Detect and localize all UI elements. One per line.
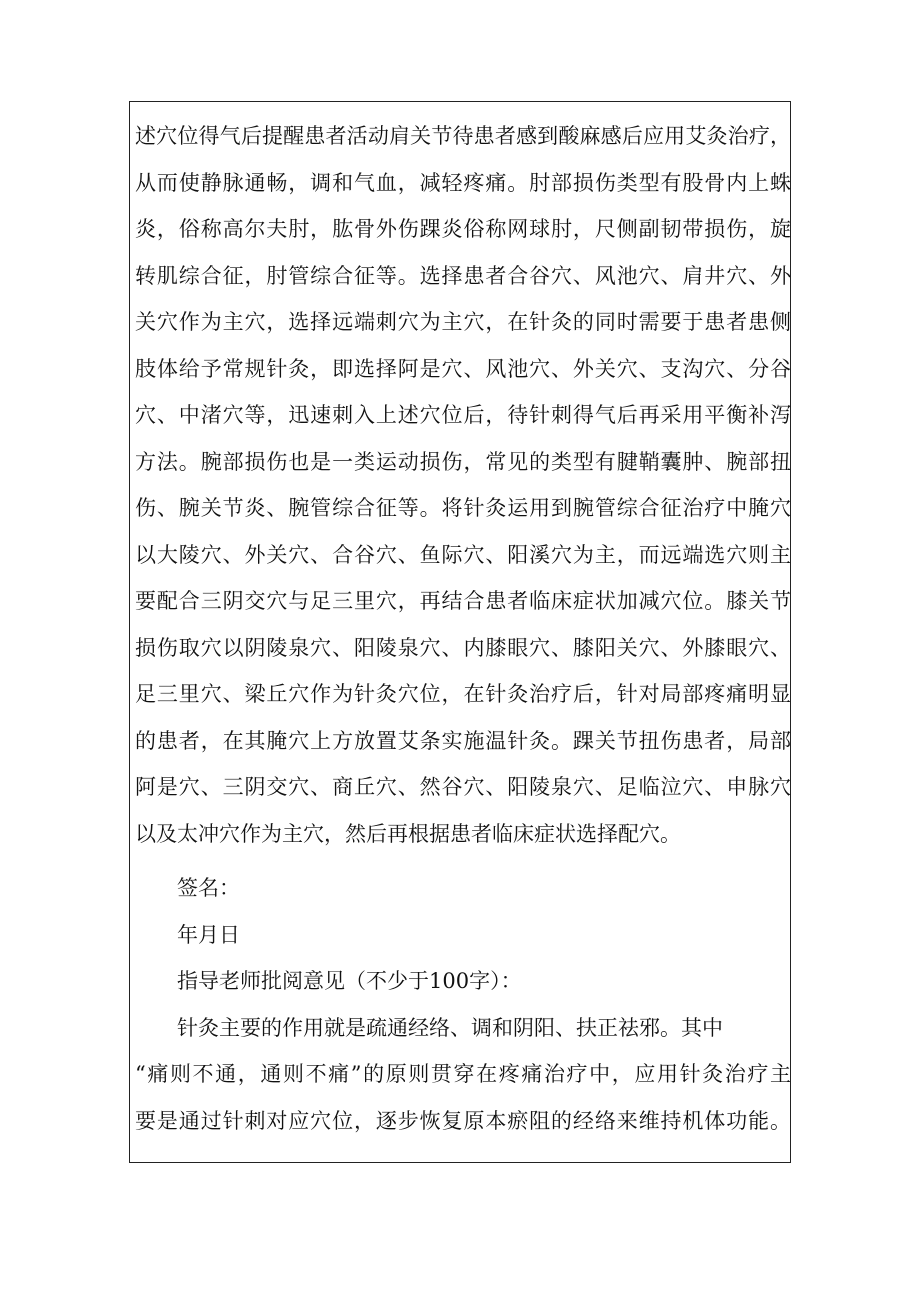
review-heading: 指导老师批阅意见（不少于100字）：: [177, 969, 522, 993]
document-body: [135, 113, 791, 1144]
signature-label: 签名：: [177, 876, 240, 900]
body-line: 肢体给予常规针灸，即选择阿是穴、风池穴、外关穴、支沟穴、分谷: [135, 356, 791, 381]
body-line: 伤、腕关节炎、腕管综合征等。将针灸运用到腕管综合征治疗中腌穴: [135, 496, 791, 520]
body-line: 足三里穴、梁丘穴作为针灸穴位，在针灸治疗后，针对局部疼痛明显: [135, 682, 791, 706]
review-line: 要是通过针刺对应穴位，逐步恢复原本瘀阻的经络来维持机体功能。: [135, 1108, 791, 1133]
body-line: 穴、中渚穴等，迅速刺入上述穴位后，待针刺得气后再采用平衡补泻: [135, 403, 791, 427]
body-line: 的患者，在其腌穴上方放置艾条实施温针灸。踝关节扭伤患者，局部: [135, 728, 791, 753]
body-line: 述穴位得气后提醒患者活动肩关节待患者感到酸麻感后应用艾灸治疗，: [135, 124, 791, 148]
body-line: 方法。腕部损伤也是一类运动损伤，常见的类型有腱鞘囊肿、腕部扭: [135, 449, 791, 474]
body-line: 炎，俗称高尔夫肘，肱骨外伤踝炎俗称网球肘，尺侧副韧带损伤，旋: [135, 217, 791, 241]
body-line: 从而使静脉通畅，调和气血，减轻疼痛。肘部损伤类型有股骨内上蛛: [135, 170, 791, 195]
body-line: 关穴作为主穴，选择远端刺穴为主穴，在针灸的同时需要于患者患侧: [135, 310, 791, 334]
date-label: 年月日: [177, 922, 240, 947]
body-line: 以大陵穴、外关穴、合谷穴、鱼际穴、阳溪穴为主，而远端选穴则主: [135, 542, 791, 567]
review-line: “痛则不通，通则不痛”的原则贯穿在疼痛治疗中，应用针灸治疗主: [135, 1062, 791, 1086]
body-line: 转肌综合征，肘管综合征等。选择患者合谷穴、风池穴、肩井穴、外: [135, 263, 791, 288]
body-line: 以及太冲穴作为主穴，然后再根据患者临床症状选择配穴。: [135, 821, 681, 846]
body-line: 要配合三阴交穴与足三里穴，再结合患者临床症状加减穴位。膝关节: [135, 589, 791, 613]
body-line: 阿是穴、三阴交穴、商丘穴、然谷穴、阳陵泉穴、足临泣穴、申脉穴: [135, 775, 791, 799]
review-line: 针灸主要的作用就是疏通经络、调和阴阳、扶正祛邪。其中: [177, 1015, 723, 1040]
body-line: 损伤取穴以阴陵泉穴、阳陵泉穴、内膝眼穴、膝阳关穴、外膝眼穴、: [135, 635, 791, 660]
